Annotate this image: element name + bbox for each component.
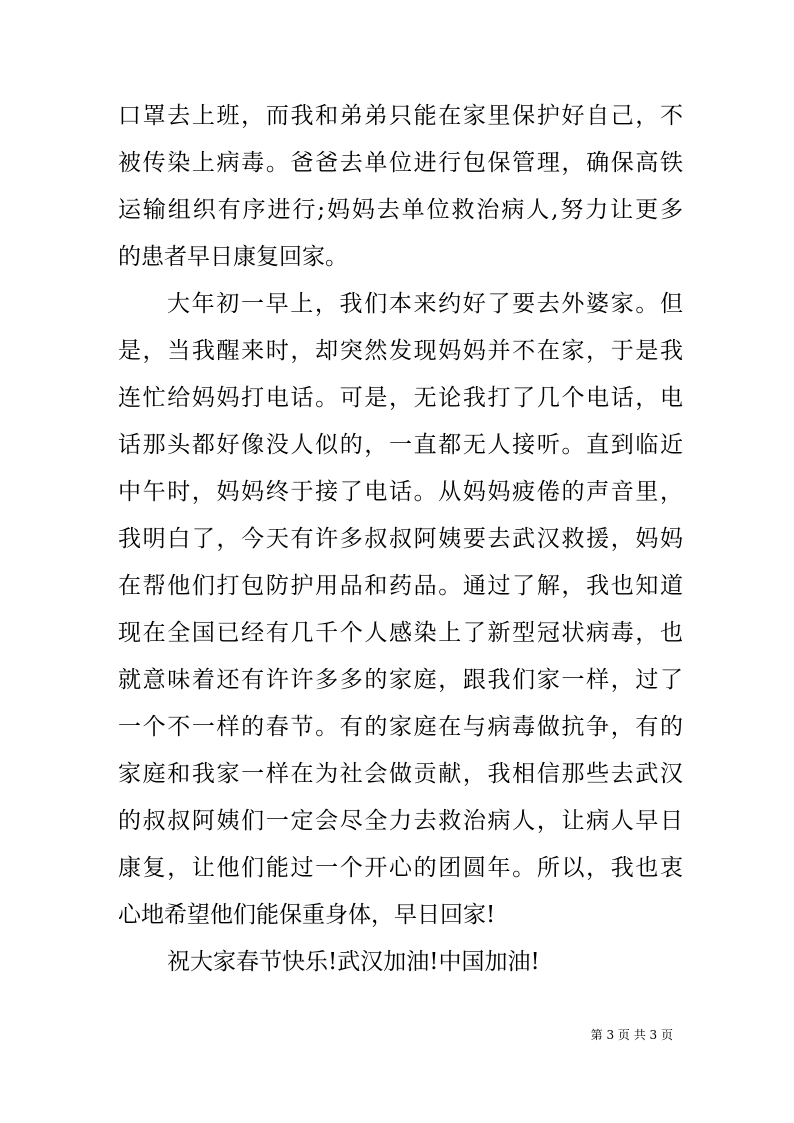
page-number: 第 3 页 共 3 页 xyxy=(590,1028,673,1042)
text-line: 大年初一早上，我们本来约好了要去外婆家。但 xyxy=(167,291,683,317)
text-line: 话那头都好像没人似的，一直都无人接听。直到临近 xyxy=(118,432,683,458)
text-line: 康复，让他们能过一个开心的团圆年。所以，我也衷 xyxy=(118,855,683,881)
text-line: 是，当我醒来时，却突然发现妈妈并不在家，于是我 xyxy=(118,338,683,364)
text-line: 我明白了，今天有许多叔叔阿姨要去武汉救援，妈妈 xyxy=(118,526,683,552)
text-line: 运输组织有序进行;妈妈去单位救治病人,努力让更多 xyxy=(118,197,683,223)
text-line: 口罩去上班，而我和弟弟只能在家里保护好自己，不 xyxy=(118,103,683,129)
text-line: 连忙给妈妈打电话。可是，无论我打了几个电话，电 xyxy=(118,385,683,411)
text-line: 家庭和我家一样在为社会做贡献，我相信那些去武汉 xyxy=(118,761,683,787)
text-line: 的患者早日康复回家。 xyxy=(118,244,348,270)
text-line: 现在全国已经有几千个人感染上了新型冠状病毒，也 xyxy=(118,620,683,646)
text-line: 心地希望他们能保重身体，早日回家! xyxy=(118,902,496,928)
text-line: 一个不一样的春节。有的家庭在与病毒做抗争，有的 xyxy=(118,714,683,740)
text-line: 就意味着还有许许多多的家庭，跟我们家一样，过了 xyxy=(118,667,683,693)
text-line: 在帮他们打包防护用品和药品。通过了解，我也知道 xyxy=(118,573,683,599)
text-line: 祝大家春节快乐!武汉加油!中国加油! xyxy=(167,949,540,975)
text-line: 中午时，妈妈终于接了电话。从妈妈疲倦的声音里， xyxy=(118,479,683,505)
text-line: 的叔叔阿姨们一定会尽全力去救治病人，让病人早日 xyxy=(118,808,683,834)
text-line: 被传染上病毒。爸爸去单位进行包保管理，确保高铁 xyxy=(118,150,683,176)
